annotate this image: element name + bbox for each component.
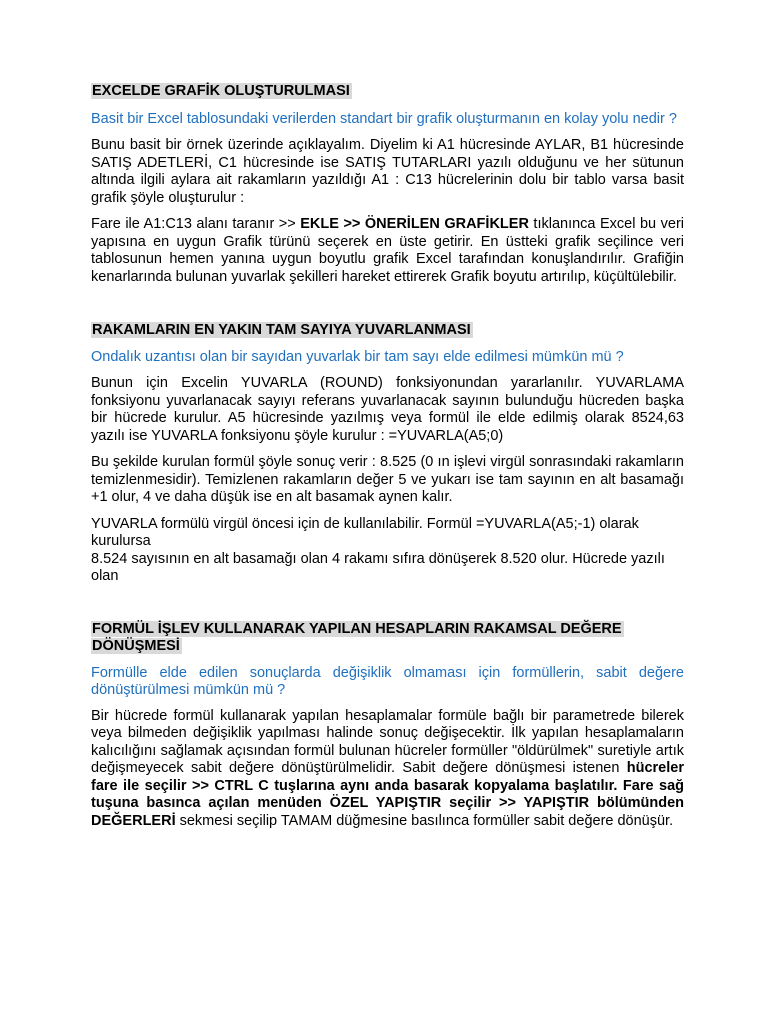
section-formula-to-value: [91, 621, 684, 831]
paragraph: Fare ile A1:C13 alanı taranır >> EKLE >> ÖNERİLEN GRAFİKLER tıklanınca Excel bu veri yapısına en uygun Grafik türünü seçerek en üste getirir. En üstteki grafik seçilince veri tablosunun hemen yanına uygun boyutlu grafik Excel tarafından konuşlandırılır. Grafiğin kenarlarında bulunan yuvarlak şekilleri hareket ettirerek Grafik boyutu artırılıp, küçültülebilir.: [91, 216, 684, 285]
paragraph: Bunun için Excelin YUVARLA (ROUND) fonksiyonundan yararlanılır. YUVARLAMA fonksiyonu yuvarlanacak sayıyı referans yuvarlanacak sayının bulunduğu hücreden başka bir hücrede kurulur. A5 hücresinde yazılmış veya formül ile elde edilmiş olarak 8524,63 yazılı ise YUVARLA fonksiyonu şöyle kurulur : =YUVARLA(A5;0): [91, 375, 684, 444]
section-round: [91, 322, 684, 586]
document-page: [91, 83, 684, 830]
paragraph: 8.524 sayısının en alt basamağı olan 4 rakamı sıfıra dönüşerek 8.520 olur. Hücrede yazılı olan: [91, 550, 665, 584]
paragraph: Bunu basit bir örnek üzerinde açıklayalım. Diyelim ki A1 hücresinde AYLAR, B1 hücresinde SATIŞ ADETLERİ, C1 hücresinde ise SATIŞ TUTARLARI yazılı olduğunu ve her sütunun altında ilgili aylara ait rakamların yazıldığı A1 : C13 hücrelerinin dolu bir tablo varsa basit grafik şöyle oluşturulur :: [91, 137, 684, 206]
section-question: Basit bir Excel tablosundaki verilerden standart bir grafik oluşturmanın en kolay yolu nedir ?: [91, 111, 677, 127]
paragraph: Bu şekilde kurulan formül şöyle sonuç verir : 8.525 (0 ın işlevi virgül sonrasındaki rakamların temizlenmesidir). Temizlenen rakamların değer 5 ve yukarı ise tam sayının en alt basamağı +1 olur, 4 ve daha düşük ise en alt basamak aynen kalır.: [91, 454, 684, 505]
section-title: EXCELDE GRAFİK OLUŞTURULMASI: [92, 83, 350, 99]
paragraph: Bir hücrede formül kullanarak yapılan hesaplamalar formüle bağlı bir parametrede bilerek veya bilmeden değişiklik yapılması halinde sonuç değişecektir. İlk yapılan hesaplamaların kalıcılığını sağlamak açısından formül bulunan hücreler formüller "öldürülmek" suretiyle artık değişmeyecek sabit değere dönüştürülmelidir. Sabit değere dönüşmesi istenen hücreler fare ile seçilir >> CTRL C tuşlarına aynı anda basarak kopyalama başlatılır. Fare sağ tuşuna basınca açılan menüden ÖZEL YAPIŞTIR seçilir >> YAPIŞTIR bölümünden DEĞERLERİ sekmesi seçilip TAMAM düğmesine basılınca formüller sabit değere dönüşür.: [91, 707, 684, 829]
section-chart: [91, 83, 684, 286]
section-question: Ondalık uzantısı olan bir sayıdan yuvarlak bir tam sayı elde edilmesi mümkün mü ?: [91, 349, 624, 365]
section-title: FORMÜL İŞLEV KULLANARAK YAPILAN HESAPLARIN RAKAMSAL DEĞERE DÖNÜŞMESİ: [92, 620, 622, 654]
menu-path-text: EKLE >> ÖNERİLEN GRAFİKLER: [300, 216, 529, 232]
paragraph: YUVARLA formülü virgül öncesi için de kullanılabilir. Formül =YUVARLA(A5;-1) olarak kurulursa: [91, 515, 639, 549]
instruction-bold-text: hücreler fare ile seçilir >> CTRL C tuşlarına aynı anda basarak kopyalama başlatılır. Fare sağ tuşuna basınca açılan menüden ÖZEL YAPIŞTIR seçilir >> YAPIŞTIR bölümünden DEĞERLERİ: [91, 760, 684, 829]
section-title: RAKAMLARIN EN YAKIN TAM SAYIYA YUVARLANMASI: [92, 322, 471, 338]
section-question: Formülle elde edilen sonuçlarda değişiklik olmaması için formüllerin, sabit değere dönüştürülmesi mümkün mü ?: [91, 664, 684, 698]
